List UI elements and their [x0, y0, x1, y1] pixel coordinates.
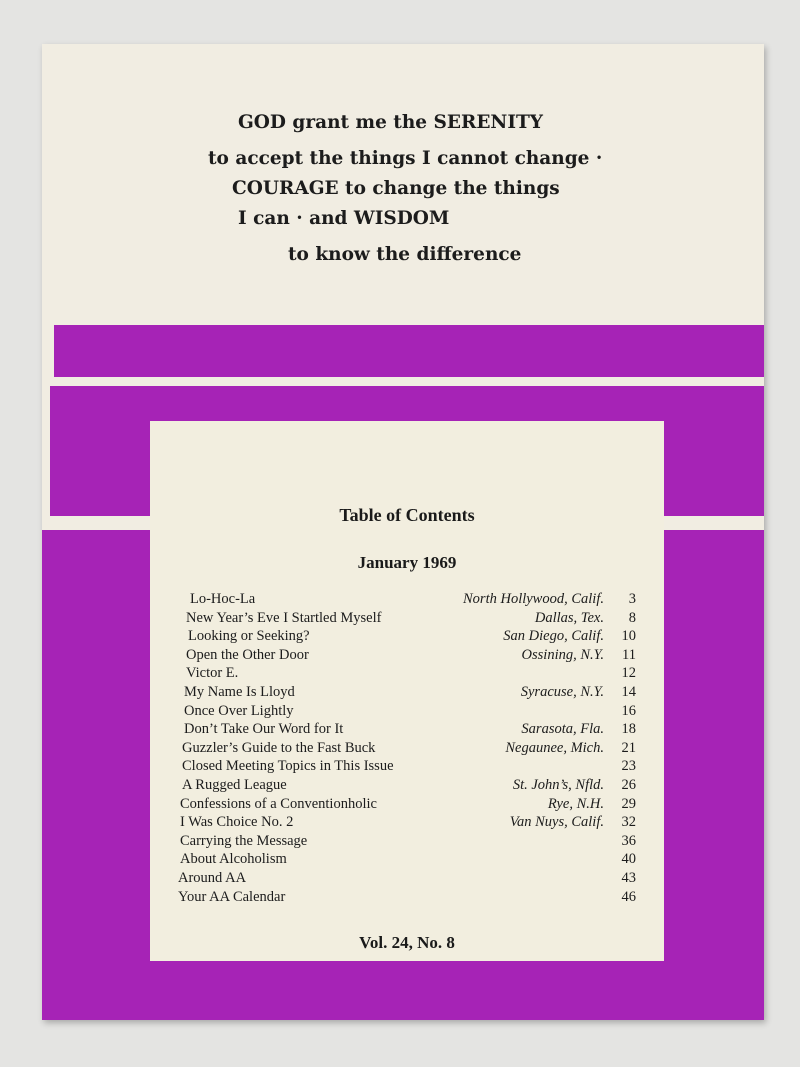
toc-entry-title: Carrying the Message: [180, 832, 308, 849]
toc-entry-location: North Hollywood, Calif.: [463, 591, 604, 607]
toc-entry-page: 11: [622, 646, 636, 663]
toc-entry: [150, 740, 664, 758]
toc-entry: [150, 647, 664, 665]
toc-entry: [150, 796, 664, 814]
toc-entry-location: St. John’s, Nfld.: [512, 777, 604, 793]
toc-entry-title: Closed Meeting Topics in This Issue: [182, 758, 394, 775]
toc-entry-location: Negaunee, Mich.: [505, 739, 604, 756]
toc-entry-page: 36: [621, 832, 636, 849]
toc-entry-title: Don’t Take Our Word for It: [184, 721, 344, 738]
toc-entry-page: 18: [621, 721, 636, 738]
toc-entry-page: 40: [621, 851, 636, 868]
toc-entry-title: Your AA Calendar: [178, 888, 286, 905]
toc-entry: [150, 610, 664, 628]
toc-entry: [150, 721, 664, 739]
toc-entry: [150, 833, 664, 851]
toc-entry-page: 14: [621, 684, 636, 700]
prayer-line-2: to accept the things I cannot change ·: [208, 148, 603, 169]
toc-entry-page: 10: [621, 628, 636, 645]
toc-entry-page: 16: [621, 702, 636, 719]
toc-entry: [150, 777, 664, 795]
toc-entry: [150, 814, 664, 832]
toc-entry: [150, 665, 664, 683]
toc-entry: [150, 889, 664, 907]
toc-entry-title: Confessions of a Conventionholic: [180, 795, 377, 812]
toc-entry-title: New Year’s Eve I Startled Myself: [186, 609, 382, 626]
toc-entry-page: 21: [621, 739, 636, 756]
toc-entry-page: 12: [621, 665, 636, 682]
toc-entry-title: Lo-Hoc-La: [190, 591, 256, 607]
toc-entry-title: Looking or Seeking?: [188, 628, 310, 645]
toc-entry-title: Once Over Lightly: [184, 702, 294, 719]
toc-entry-location: Rye, N.H.: [547, 795, 604, 812]
prayer-line-1: GOD grant me the SERENITY: [238, 112, 543, 133]
table-of-contents-panel: [150, 421, 664, 961]
toc-heading: Table of Contents: [339, 505, 475, 525]
toc-entry-page: 8: [628, 609, 636, 626]
toc-entry: [150, 703, 664, 721]
toc-entry-title: I Was Choice No. 2: [180, 814, 294, 831]
toc-entry-title: Around AA: [178, 870, 247, 886]
toc-entry-location: Dallas, Tex.: [534, 609, 604, 626]
toc-entry-title: Open the Other Door: [186, 646, 309, 663]
purple-band-top: [54, 325, 764, 377]
toc-entry-title: About Alcoholism: [180, 851, 287, 868]
issue-date: January 1969: [357, 553, 457, 572]
toc-entry-page: 43: [621, 870, 636, 886]
toc-entry-page: 29: [621, 795, 636, 812]
toc-entry-page: 46: [621, 888, 636, 905]
toc-entry-location: San Diego, Calif.: [503, 628, 604, 645]
toc-entry-location: Ossining, N.Y.: [521, 646, 604, 663]
toc-entry-page: 23: [621, 758, 636, 775]
toc-entry-title: Guzzler’s Guide to the Fast Buck: [182, 739, 376, 756]
prayer-line-3: COURAGE to change the things: [232, 178, 560, 199]
volume-number: Vol. 24, No. 8: [359, 933, 455, 952]
toc-entry-page: 3: [628, 591, 636, 607]
prayer-line-4: I can · and WISDOM: [238, 208, 450, 229]
toc-entry-page: 26: [621, 777, 636, 793]
booklet-back-cover: [42, 44, 764, 1020]
toc-entry: [150, 684, 664, 702]
toc-entry: [150, 870, 664, 888]
toc-entry-location: Syracuse, N.Y.: [520, 684, 604, 700]
toc-entry-title: My Name Is Lloyd: [184, 684, 295, 700]
toc-entry: [150, 758, 664, 776]
prayer-line-5: to know the difference: [288, 244, 522, 265]
toc-entry: [150, 591, 664, 609]
toc-entry-page: 32: [621, 814, 636, 831]
toc-entry-title: Victor E.: [186, 665, 239, 682]
toc-entry-location: Van Nuys, Calif.: [509, 814, 604, 831]
toc-entry-title: A Rugged League: [182, 777, 287, 793]
toc-entry: [150, 628, 664, 646]
toc-entry-location: Sarasota, Fla.: [521, 721, 604, 738]
toc-entry: [150, 851, 664, 869]
